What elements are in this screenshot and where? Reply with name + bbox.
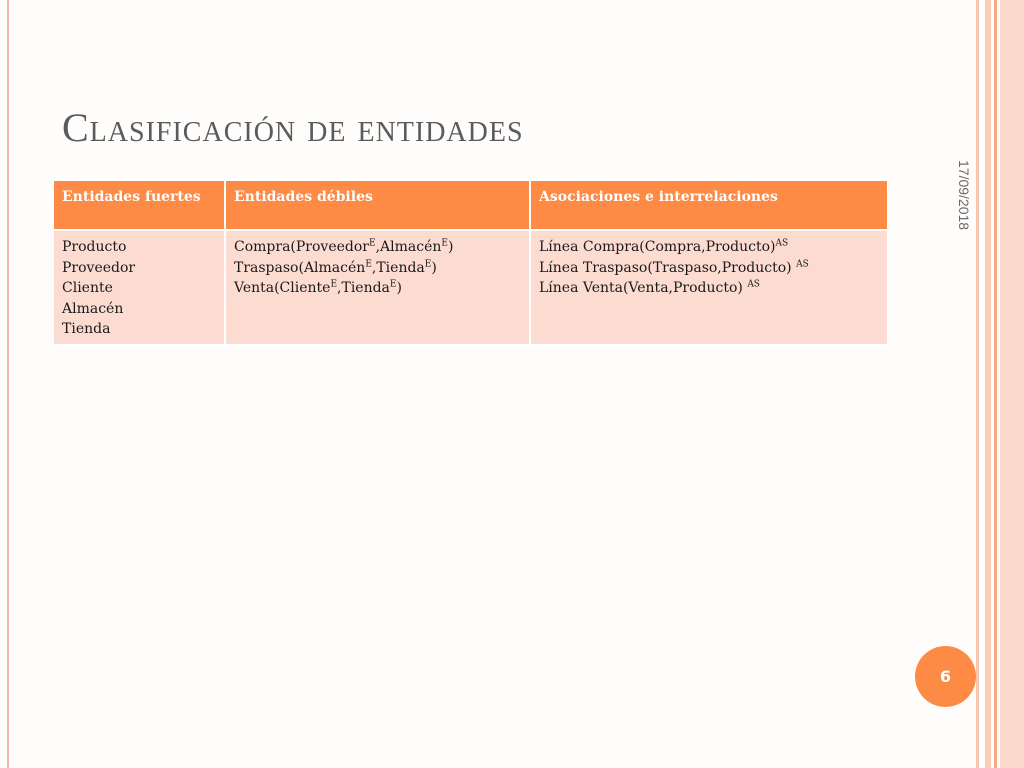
weak-entity-text: ) <box>431 259 437 276</box>
association-text: Línea Traspaso(Traspaso,Producto) <box>539 259 797 276</box>
association-marker: AS <box>775 238 789 249</box>
strong-entity: Producto <box>62 239 127 255</box>
association-text: Línea Venta(Venta,Producto) <box>539 280 748 296</box>
page-number-badge <box>915 646 976 707</box>
weak-entity-marker: E <box>441 238 448 249</box>
association-marker: AS <box>796 258 809 269</box>
right-border-stripe <box>985 0 991 768</box>
weak-entity-text: Traspaso(Almacén <box>234 259 366 276</box>
associations-cell <box>530 230 888 345</box>
weak-entity-marker: E <box>365 258 372 269</box>
association <box>539 278 879 299</box>
weak-entities-cell <box>225 230 530 345</box>
association <box>539 258 879 279</box>
weak-entity-marker: E <box>368 238 376 249</box>
association-text: Línea Compra(Compra,Producto) <box>539 239 776 255</box>
weak-entity <box>234 258 521 279</box>
page-number: 6 <box>939 667 952 686</box>
strong-entities-cell <box>53 230 225 345</box>
weak-entity-marker: E <box>424 258 432 269</box>
table-row <box>53 230 888 345</box>
weak-entity-text: ,Almacén <box>375 239 442 255</box>
weak-entity <box>234 237 521 258</box>
header-cell-strong: Entidades fuertes <box>53 180 225 230</box>
left-border-stripe <box>7 0 9 768</box>
association-marker: AS <box>747 279 760 290</box>
right-border-stripe <box>994 0 997 768</box>
strong-entity: Cliente <box>62 280 113 296</box>
weak-entity-marker: E <box>389 279 397 290</box>
association <box>539 237 879 258</box>
weak-entity-text: Compra(Proveedor <box>234 239 369 255</box>
header-cell-associations: Asociaciones e interrelaciones <box>530 180 888 230</box>
weak-entity <box>234 278 521 299</box>
strong-entity: Almacén <box>62 300 124 317</box>
weak-entity-text: Venta(Cliente <box>234 280 331 296</box>
date-container <box>950 160 972 250</box>
weak-entity-text: ,Tienda <box>337 280 390 296</box>
table-header-row <box>53 180 888 230</box>
right-border-stripe <box>976 0 979 768</box>
header-cell-weak: Entidades débiles <box>225 180 530 230</box>
weak-entity-text: ) <box>396 280 402 296</box>
strong-entity: Proveedor <box>62 259 136 276</box>
weak-entity-text: ) <box>447 239 454 255</box>
right-border-stripe <box>1000 0 1024 768</box>
slide-title: Clasificación de entidades <box>62 105 524 150</box>
slide-date: 17/09/2018 <box>956 160 972 231</box>
weak-entity-marker: E <box>330 279 338 290</box>
weak-entity-text: ,Tienda <box>371 259 425 276</box>
strong-entity: Tienda <box>62 321 111 337</box>
entities-table <box>52 179 889 346</box>
